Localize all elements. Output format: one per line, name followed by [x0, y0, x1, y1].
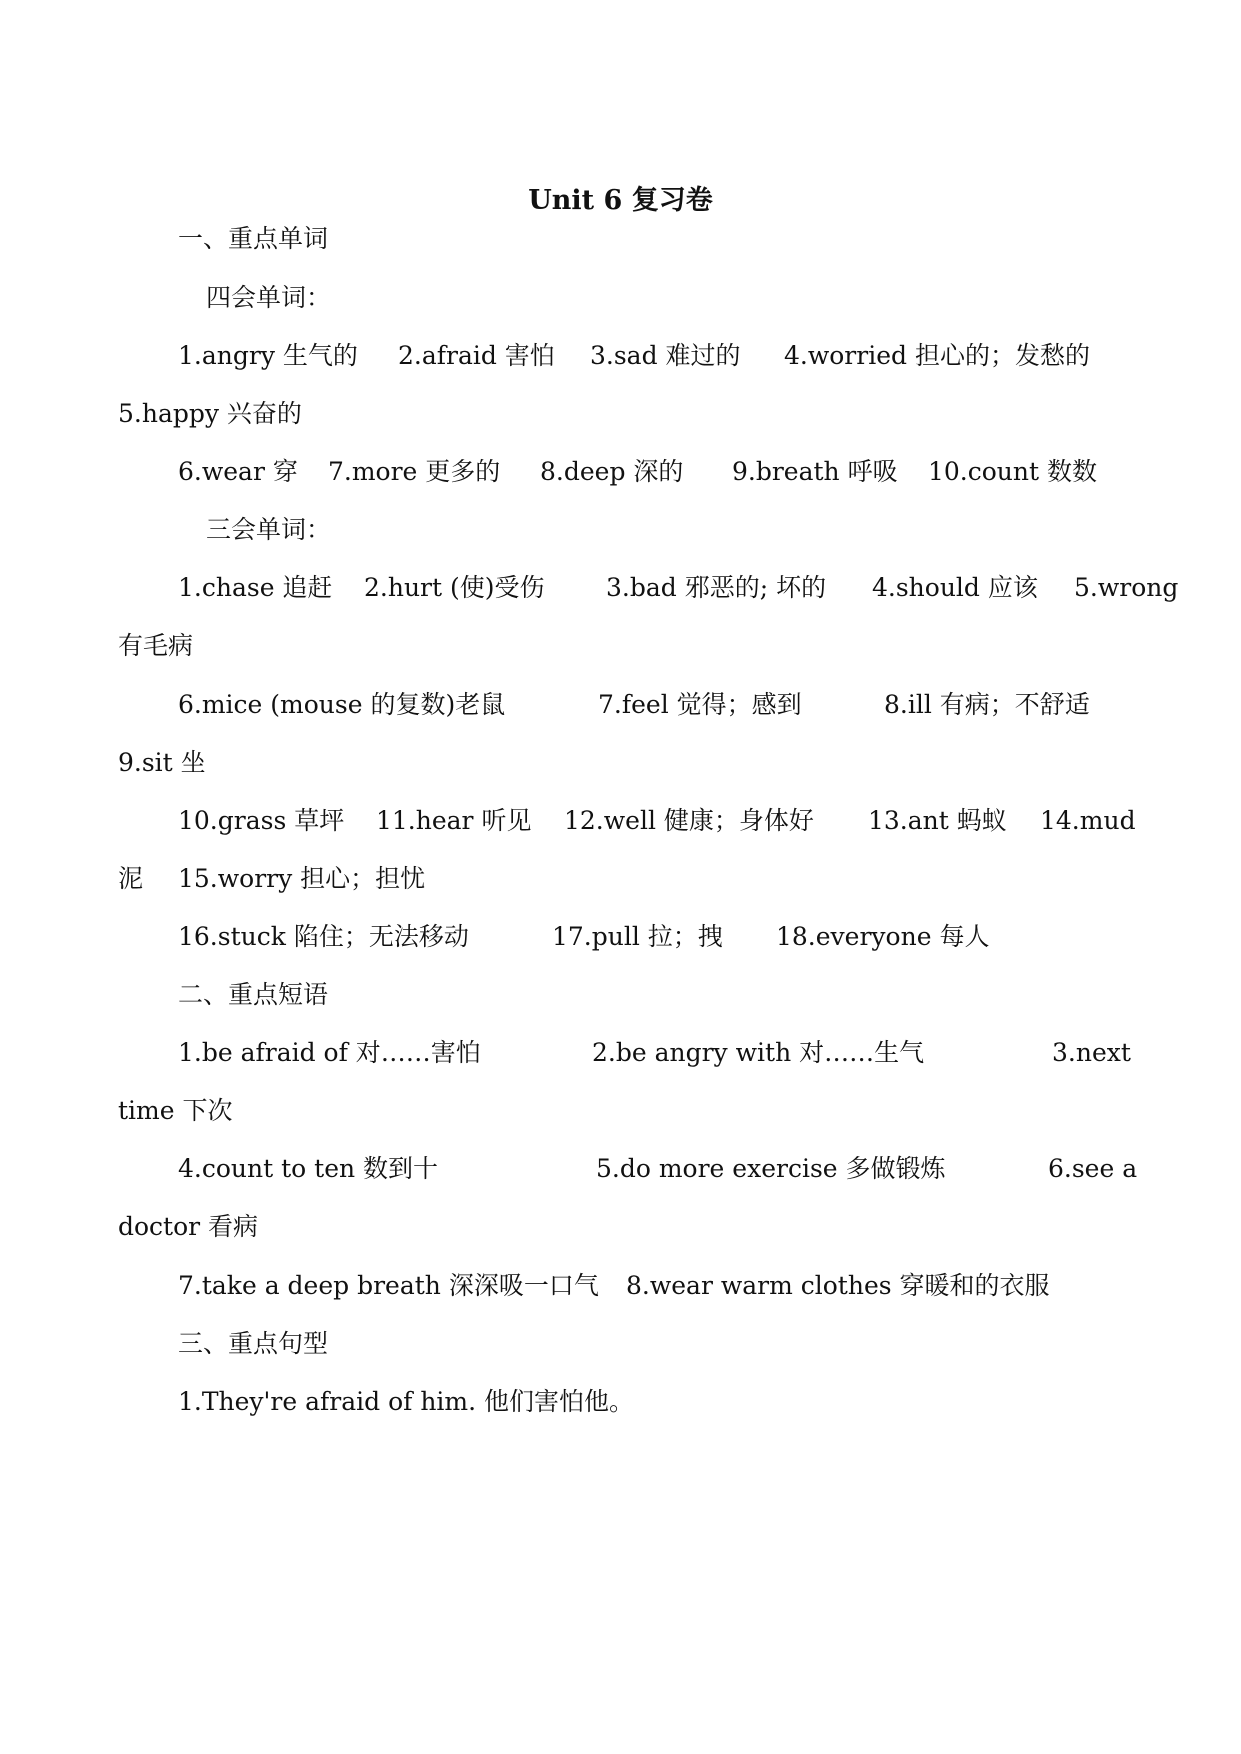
word-item: 17.pull 拉；拽 [552, 922, 723, 951]
phrase-item: 4.count to ten 数到十 [178, 1154, 439, 1183]
word-item: 7.more 更多的 [328, 457, 501, 486]
word-item: 12.well 健康；身体好 [564, 806, 814, 835]
word-item: 泥 [118, 864, 144, 893]
word-item: 10.grass 草坪 [178, 806, 345, 835]
word-item: 6.mice (mouse 的复数)老鼠 [178, 690, 506, 719]
phrase-item: 1.be afraid of 对……害怕 [178, 1038, 481, 1067]
phrase-item: 6.see a [1048, 1154, 1138, 1183]
phrase-item: 5.do more exercise 多做锻炼 [596, 1154, 946, 1183]
word-item: 10.count 数数 [928, 457, 1098, 486]
word-item: 13.ant 蚂蚁 [868, 806, 1007, 835]
word-item: 3.sad 难过的 [590, 341, 741, 370]
phrase-item: 2.be angry with 对……生气 [592, 1038, 925, 1067]
phrase-item: 3.next [1052, 1038, 1131, 1067]
word-item: 5.happy 兴奋的 [118, 399, 302, 428]
word-item: 15.worry 担心；担忧 [178, 864, 426, 893]
word-item: 4.should 应该 [872, 573, 1038, 602]
word-item: 6.wear 穿 [178, 457, 298, 486]
word-item: 2.afraid 害怕 [398, 341, 555, 370]
word-item: 11.hear 听见 [376, 806, 532, 835]
four-skill-label: 四会单词： [206, 283, 332, 312]
word-item: 18.everyone 每人 [776, 922, 990, 951]
phrase-item: doctor 看病 [118, 1212, 259, 1241]
word-item: 2.hurt (使)受伤 [364, 573, 545, 602]
word-item: 9.breath 呼吸 [732, 457, 898, 486]
word-item: 5.wrong [1074, 573, 1179, 602]
section-heading-sentences: 三、重点句型 [178, 1329, 329, 1358]
word-item: 8.ill 有病；不舒适 [884, 690, 1090, 719]
phrase-item: 8.wear warm clothes 穿暖和的衣服 [626, 1271, 1050, 1300]
section-heading-words: 一、重点单词 [178, 224, 329, 253]
page-title: Unit 6 复习卷 [528, 185, 713, 216]
word-item: 8.deep 深的 [540, 457, 684, 486]
phrase-item: time 下次 [118, 1096, 233, 1125]
word-item: 14.mud [1040, 806, 1136, 835]
word-item: 有毛病 [118, 631, 194, 660]
word-item: 1.chase 追赶 [178, 573, 333, 602]
word-item: 1.angry 生气的 [178, 341, 358, 370]
section-heading-phrases: 二、重点短语 [178, 980, 329, 1009]
phrase-item: 7.take a deep breath 深深吸一口气 [178, 1271, 599, 1300]
word-item: 16.stuck 陷住；无法移动 [178, 922, 469, 951]
word-item: 4.worried 担心的；发愁的 [784, 341, 1090, 370]
word-item: 9.sit 坐 [118, 748, 206, 777]
word-item: 3.bad 邪恶的; 坏的 [606, 573, 827, 602]
three-skill-label: 三会单词： [206, 515, 332, 544]
word-item: 7.feel 觉得；感到 [598, 690, 802, 719]
sentence-item: 1.They're afraid of him. 他们害怕他。 [178, 1387, 635, 1416]
